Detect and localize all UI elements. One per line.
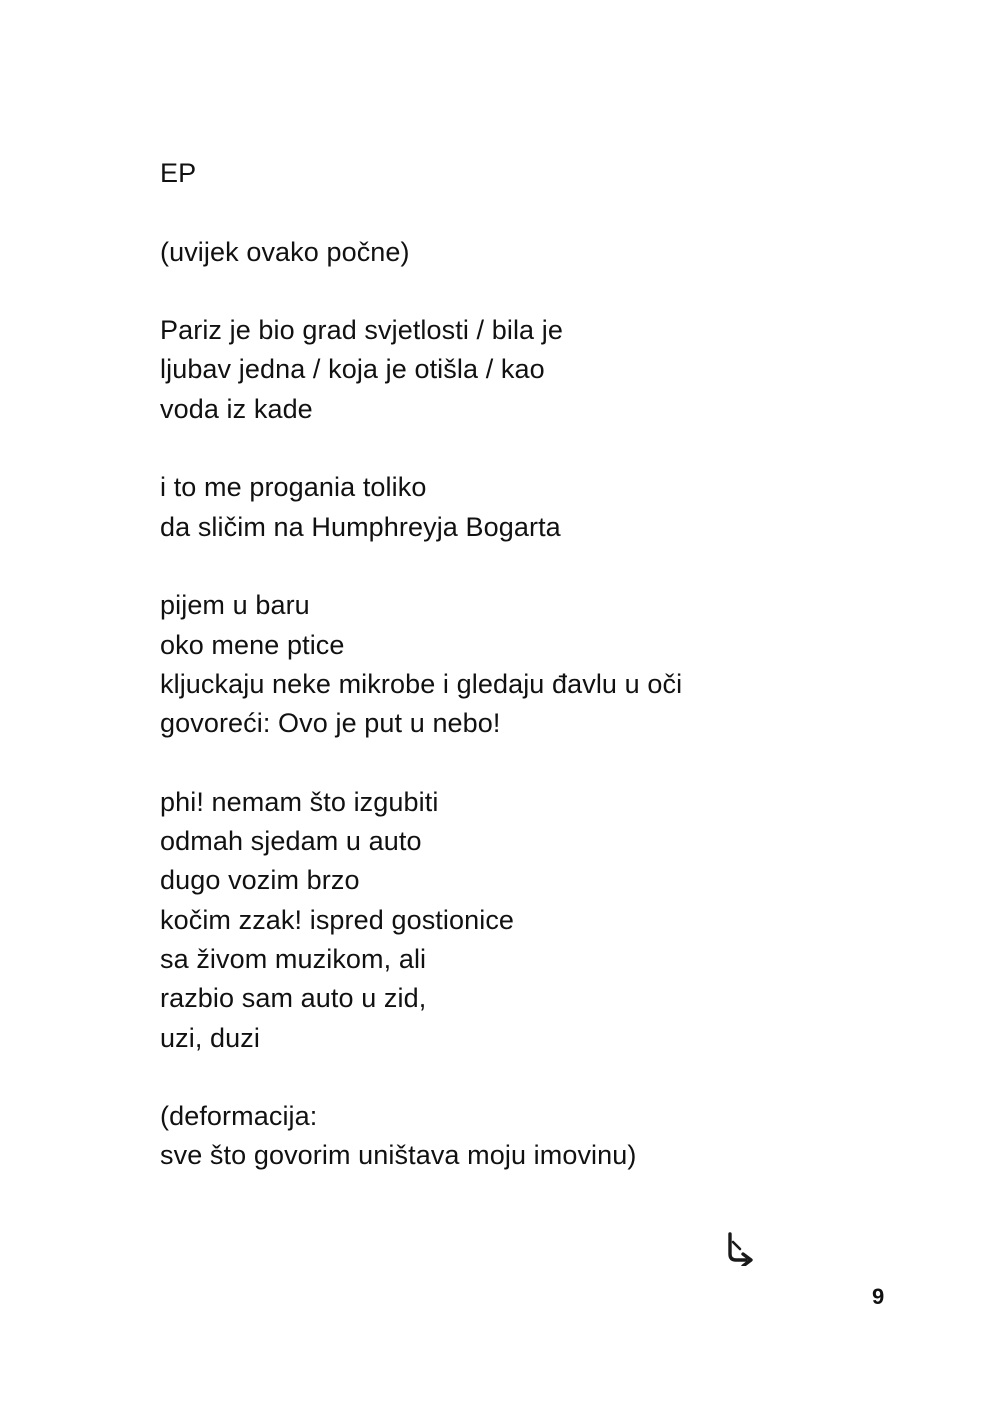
- stanza-line: dugo vozim brzo: [160, 865, 360, 896]
- stanza-line: Pariz je bio grad svjetlosti / bila je: [160, 315, 563, 346]
- stanza-4: [160, 586, 860, 743]
- stanza-3: [160, 468, 860, 547]
- stanza-1: [160, 233, 860, 272]
- stanza-2: [160, 311, 860, 429]
- stanza-5: [160, 783, 860, 1058]
- poem-title-text: EP: [160, 158, 197, 188]
- stanza-line: odmah sjedam u auto: [160, 826, 422, 857]
- poem-title: [160, 154, 860, 193]
- stanza-line: sve što govorim uništava moju imovinu): [160, 1140, 637, 1171]
- stanza-line: da sličim na Humphreyja Bogarta: [160, 511, 561, 542]
- stanza-line: razbio sam auto u zid,: [160, 983, 427, 1014]
- stanza-line: oko mene ptice: [160, 629, 345, 660]
- stanza-line: i to me progania toliko: [160, 472, 427, 503]
- poem: [160, 154, 860, 1215]
- stanza-6: [160, 1097, 860, 1176]
- stanza-line: kljuckaju neke mikrobe i gledaju đavlu u oči: [160, 668, 683, 699]
- stanza-line: (deformacija:: [160, 1101, 318, 1132]
- stanza-line: sa živom muzikom, ali: [160, 943, 427, 974]
- page-turn-arrow-icon: [722, 1232, 756, 1266]
- stanza-line: phi! nemam što izgubiti: [160, 786, 439, 817]
- stanza-line: kočim zzak! ispred gostionice: [160, 904, 515, 935]
- stanza-line: govoreći: Ovo je put u nebo!: [160, 708, 501, 739]
- page-number: 9: [872, 1284, 885, 1309]
- stanza-line: voda iz kade: [160, 393, 313, 424]
- stanza-line: (uvijek ovako počne): [160, 236, 410, 267]
- stanza-line: ljubav jedna / koja je otišla / kao: [160, 354, 545, 385]
- stanza-line: uzi, duzi: [160, 1022, 260, 1053]
- stanza-line: pijem u baru: [160, 590, 310, 621]
